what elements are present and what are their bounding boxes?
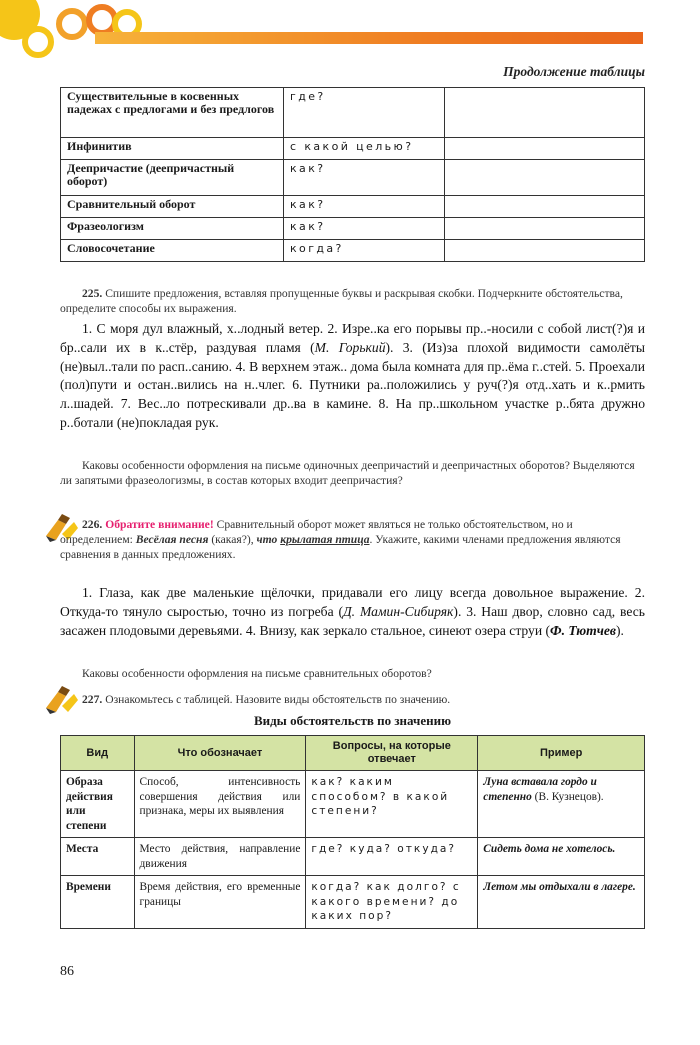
sentence-text: ). 3. Наш двор, словно сад, весь засажен плодовыми деревьями. 4. Внизу, как зеркало стальное, синеют озера струи ( [60,603,645,638]
table-row [61,138,645,160]
term-cell: Словосочетание [61,240,284,262]
example-author: (В. Кузнецов). [531,790,604,803]
term-cell: Деепричастие (деепричастный оборот) [61,160,284,196]
author-name: Д. Мамин-Сибиряк [343,603,454,619]
term-cell: Фразеологизм [61,218,284,240]
column-header: Пример [478,736,645,771]
task-text: . Укажите, какими членами предложения являются сравнения в данных предложениях. [60,533,621,561]
question-cell: где? [284,88,445,138]
author-name: М. Горький [314,339,386,355]
orange-ring-1 [59,11,85,37]
empty-cell [444,196,644,218]
term-cell: Сравнительный оборот [61,196,284,218]
table-row [61,240,645,262]
column-header: Вопросы, на которые отвечает [306,736,478,771]
exercise-225-question: Каковы особенности оформления на письме одиночных деепричастий и деепричастных оборотов? Выделяются ли запятыми фразеологизмы, в состав которых входит деепричастия? [60,459,635,487]
exercise-225-text [60,320,645,433]
example-phrase: что [256,533,281,546]
question-cell: с какой целью? [284,138,445,160]
table-row [61,838,645,876]
example-phrase-underlined: крылатая птица [280,533,370,546]
table-row [61,196,645,218]
question-cell: как? [284,160,445,196]
column-header: Вид [61,736,135,771]
decorative-header [0,0,700,60]
example-text: Луна вставала гордо и степенно [483,776,597,803]
questions-cell: где? куда? откуда? [306,838,478,876]
example-cell [478,771,645,838]
question-cell: как? [284,196,445,218]
page-number: 86 [60,964,74,979]
exercise-number: 227. [82,693,103,706]
question-cell: как? [284,218,445,240]
empty-cell [444,138,644,160]
sentence-text: 1. Глаза, как две маленькие щёлочки, придавали его лицу всегда довольное выражение. 2. Откуда-то тянуло сыростью, точно из погреба ( [60,585,645,619]
meaning-cell: Способ, интенсивность совершения действия или признака, меры их выявления [134,771,306,838]
exercise-226-task [60,517,645,562]
empty-cell [444,88,644,138]
kind-cell: Времени [61,876,135,929]
kind-cell: Образа действия или степени [61,771,135,838]
table-header-row [61,736,645,771]
column-header: Что обозначает [134,736,306,771]
attention-label: Обратите внимание! [105,518,214,531]
sentence-text: ). 3. (Из)за плохой видимости самолёты (не)выл..тали по расп..санию. 4. В верхнем этаж.. дома была комната для пр..ёма г..стей. 5. Проехали (пол)пути и остан..вились на н..члег. 6. Путники ра..положились у руч(?)я отд..хать и к..рмить л..шадей. 7. Вес..ло потрескивали др..ва в камине. 8. На пр..школьном участке р..бята дружно р..ботали (не)покладая рук. [60,339,646,430]
task-text: Ознакомьтесь с таблицей. Назовите виды обстоятельств по значению. [102,693,451,706]
example-cell: Летом мы отдыхали в лагере. [478,876,645,929]
task-text: Сравнительный оборот может являться не только обстоятельством, но и определением: [60,518,573,546]
term-cell: Инфинитив [61,138,284,160]
exercise-227-task [60,692,645,707]
exercise-number: 226. [82,518,103,531]
table-title: Виды обстоятельств по значению [253,713,452,728]
task-text: Спишите предложения, вставляя пропущенные буквы и раскрывая скобки. Подчеркните обстоятельства, определите способы их выражения. [60,287,623,315]
table-row [61,88,645,138]
table-row [61,160,645,196]
empty-cell [444,240,644,262]
empty-cell [444,218,644,240]
example-question: (какая?), [208,533,257,546]
sentence-text: 1. С моря дул влажный, х..лодный ветер. 2. Изре..ка его порывы пр..-носили с собой лист(?)я и бр..сали их в к..стёр, раздувая пламя ( [60,321,645,355]
empty-cell [444,160,644,196]
sentence-text: ). [615,622,624,638]
example-phrase: Весёлая песня [135,533,209,546]
questions-cell: как? каким способом? в какой степени? [306,771,478,838]
author-name: Ф. Тютчев [550,622,616,638]
orange-ring-2 [89,7,115,33]
exercise-226-text [60,584,645,640]
table-row [61,218,645,240]
orange-header-bar [95,32,643,44]
meaning-cell: Место действия, направление движения [134,838,306,876]
example-cell: Сидеть дома не хотелось. [478,838,645,876]
table-row [61,876,645,929]
continuation-title: Продолжение таблицы [503,64,645,79]
circumstance-expression-table [60,87,645,262]
circumstance-types-table [60,735,645,929]
exercise-number: 225. [82,287,103,300]
table-row [61,771,645,838]
yellow-ring [25,29,51,55]
meaning-cell: Время действия, его временные границы [134,876,306,929]
kind-cell: Места [61,838,135,876]
exercise-225-task [60,286,645,316]
exercise-226-question: Каковы особенности оформления на письме сравнительных оборотов? [82,667,432,680]
question-cell: когда? [284,240,445,262]
questions-cell: когда? как долго? с какого времени? до каких пор? [306,876,478,929]
term-cell: Существительные в косвенных падежах с предлогами и без предлогов [61,88,284,138]
